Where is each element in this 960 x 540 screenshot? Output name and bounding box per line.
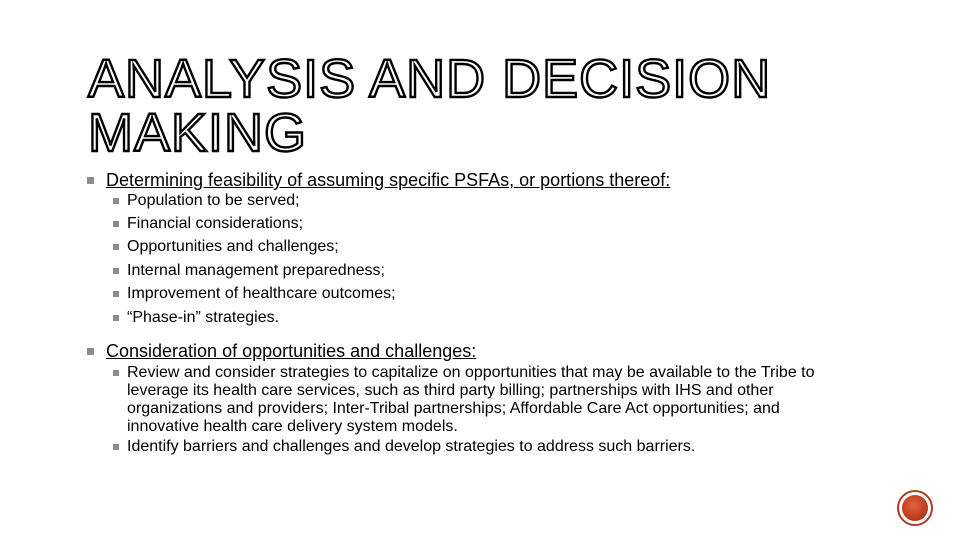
list-item — [112, 262, 852, 280]
bullet-marker — [113, 370, 119, 376]
section-heading-text: Determining feasibility of assuming specific PSFAs, or portions thereof: — [106, 170, 671, 190]
bullet-marker — [113, 444, 119, 450]
list-item — [112, 364, 852, 436]
list-item-text: Improvement of healthcare outcomes; — [127, 285, 396, 302]
bullet-marker — [113, 291, 119, 297]
list-item-text: Internal management preparedness; — [127, 262, 385, 279]
list-item — [112, 192, 852, 210]
list-item-text: Review and consider strategies to capitalize on opportunities that may be available to the Tribe to leverage its health care services, such as third party billing; partnerships with IHS and other organizations and providers; Inter-Tribal partnerships; Affordable Care Act opportunities; and innovative health care delivery system models. — [127, 364, 815, 435]
list-item — [112, 309, 852, 327]
circular-seal-icon — [897, 490, 933, 526]
list-item-text: Opportunities and challenges; — [127, 238, 339, 255]
list-item — [112, 438, 852, 456]
bullet-marker — [87, 348, 94, 355]
list-item — [112, 285, 852, 303]
section-heading-feasibility — [88, 170, 670, 190]
section-heading-text: Consideration of opportunities and challenges: — [106, 341, 477, 361]
bullet-marker — [113, 268, 119, 274]
list-item — [112, 238, 852, 256]
slide-title: ANALYSIS AND DECISION MAKING — [88, 49, 772, 163]
list-item-text: “Phase-in” strategies. — [127, 309, 280, 326]
bullet-marker — [113, 244, 119, 250]
section-heading-opportunities — [88, 341, 476, 361]
bullet-marker — [113, 198, 119, 204]
list-item-text: Population to be served; — [127, 192, 300, 209]
seal-center — [902, 495, 928, 521]
list-item-text: Financial considerations; — [127, 215, 304, 232]
list-item — [112, 215, 852, 233]
bullet-marker — [113, 315, 119, 321]
list-item-text: Identify barriers and challenges and develop strategies to address such barriers. — [127, 438, 696, 455]
bullet-marker — [113, 221, 119, 227]
bullet-marker — [87, 177, 94, 184]
